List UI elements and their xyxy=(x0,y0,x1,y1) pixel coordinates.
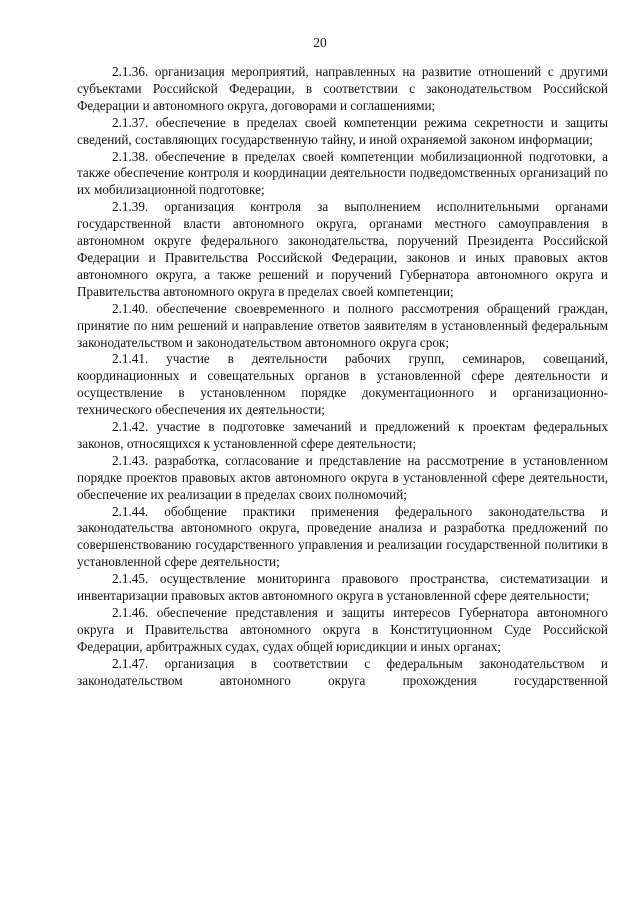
clause-2-1-46: 2.1.46. обеспечение представления и защиты интересов Губернатора автономного округа и Правительства автономного округа в Конституционном Суде Российской Федерации, арбитражных судах, судах общей юрисдикции и иных органах; xyxy=(77,605,608,654)
clause-2-1-41: 2.1.41. участие в деятельности рабочих групп, семинаров, совещаний, координационных и совещательных органов в установленной сфере деятельности и осуществление в установленном порядке документационного и организационно-технического обеспечения их деятельности; xyxy=(77,351,608,418)
clause-2-1-36: 2.1.36. организация мероприятий, направленных на развитие отношений с другими субъектами Российской Федерации, в соответствии с законодательством Российской Федерации и автономного округа, договорами и соглашениями; xyxy=(77,64,608,113)
clause-2-1-45: 2.1.45. осуществление мониторинга правового пространства, систематизации и инвентаризации правовых актов автономного округа в установленной сфере деятельности; xyxy=(77,571,608,604)
page-number: 20 xyxy=(313,35,327,50)
clause-2-1-37: 2.1.37. обеспечение в пределах своей компетенции режима секретности и защиты сведений, составляющих государственную тайну, и иной охраняемой законом информации; xyxy=(77,114,608,147)
document-body xyxy=(77,64,608,690)
clause-2-1-40: 2.1.40. обеспечение своевременного и полного рассмотрения обращений граждан, принятие по ним решений и направление ответов заявителям в установленный федеральным законодательством и законодательством автономного округа срок; xyxy=(77,300,608,350)
clause-2-1-43: 2.1.43. разработка, согласование и представление на рассмотрение в установленном порядке проектов правовых актов автономного округа в установленной сфере деятельности, обеспечение их реализации в пределах своих полномочий; xyxy=(77,452,608,502)
clause-2-1-39: 2.1.39. организация контроля за выполнением исполнительными органами государственной власти автономного округа, органами местного самоуправления в автономном округе федерального законодательства, поручений Президента Российской Федерации и Правительства Российской Федерации, законов и иных правовых актов автономного округа, а также решений и поручений Губернатора автономного округа и Правительства автономного округа в пределах своей компетенции; xyxy=(77,199,608,299)
clause-2-1-38: 2.1.38. обеспечение в пределах своей компетенции мобилизационной подготовки, а также обеспечение контроля и координации деятельности подведомственных организаций по их мобилизационной подготовке; xyxy=(77,148,608,198)
clause-2-1-44: 2.1.44. обобщение практики применения федерального законодательства и законодательства автономного округа, проведение анализа и разработка предложений по совершенствованию государственного управления и реализации государственной политики в установленной сфере деятельности; xyxy=(77,503,608,570)
clause-2-1-47: 2.1.47. организация в соответствии с федеральным законодательством и законодательством автономного округа прохождения государственной xyxy=(77,655,608,688)
clause-2-1-42: 2.1.42. участие в подготовке замечаний и предложений к проектам федеральных законов, относящихся к установленной сфере деятельности; xyxy=(77,419,608,451)
